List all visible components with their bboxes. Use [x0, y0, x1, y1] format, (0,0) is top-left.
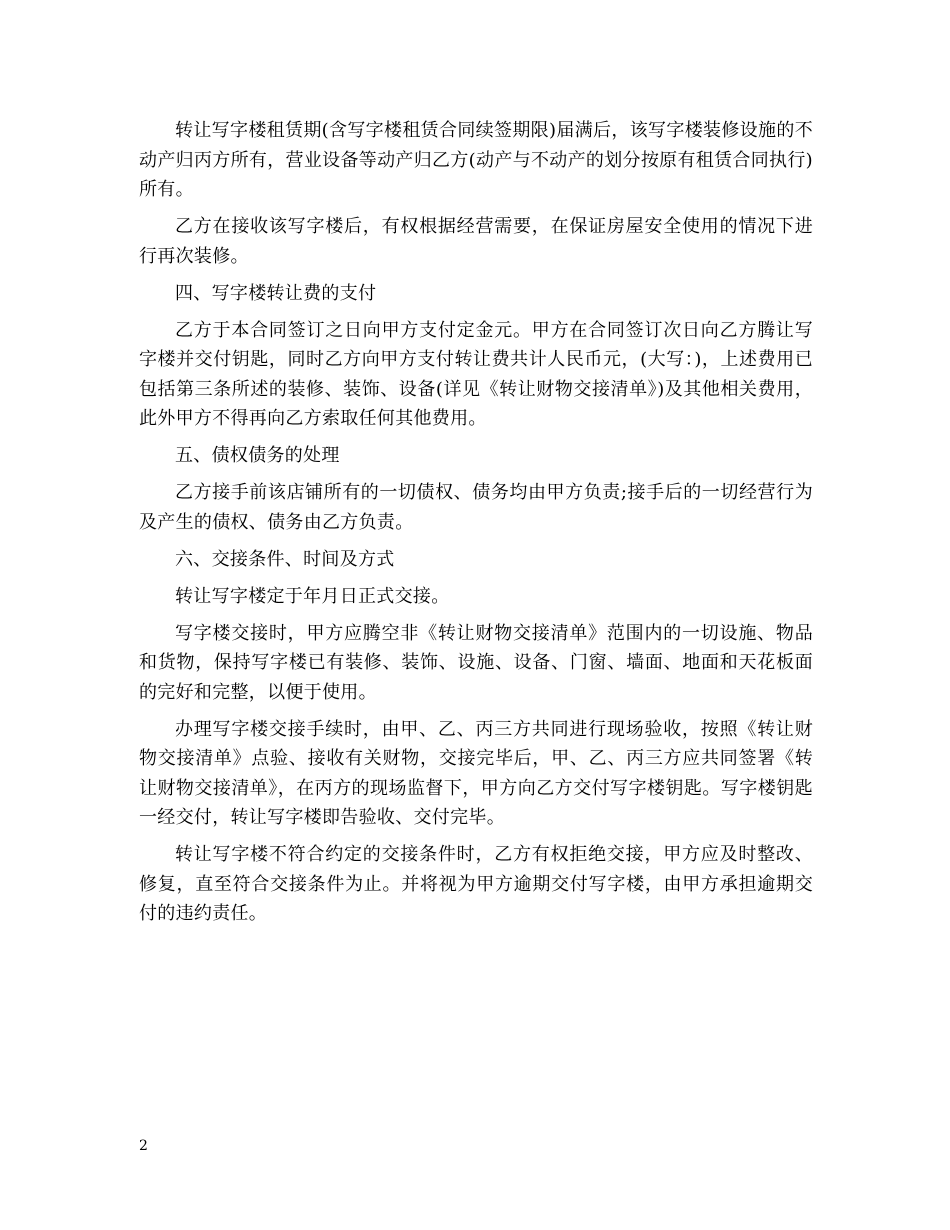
section-heading-payment: 四、写字楼转让费的支付: [175, 282, 377, 304]
paragraph-handover-procedure: 办理写字楼交接手续时，由甲、乙、丙三方共同进行现场验收，按照《转让财物交接清单》点验、接收有关财物，交接完毕后，甲、乙、丙三方应共同签署《转让财物交接清单》，在丙方的现场监督下，甲方向乙方交付写字楼钥匙。写字楼钥匙一经交付，转让写字楼即告验收、交付完毕。: [139, 718, 813, 828]
paragraph-payment: 乙方于本合同签订之日向甲方支付定金元。甲方在合同签订次日向乙方腾让写字楼并交付钥匙，同时乙方向甲方支付转让费共计人民币元，(大写：)，上述费用已包括第三条所述的装修、装饰、设备(详见《转让财物交接清单》)及其他相关费用，此外甲方不得再向乙方索取任何其他费用。: [139, 319, 813, 429]
section-heading-debts: 五、债权债务的处理: [175, 445, 340, 466]
paragraph-handover-condition: 写字楼交接时，甲方应腾空非《转让财物交接清单》范围内的一切设施、物品和货物，保持写字楼已有装修、装饰、设施、设备、门窗、墙面、地面和天花板面的完好和完整，以便于使用。: [139, 622, 813, 703]
paragraph-debts: 乙方接手前该店铺所有的一切债权、债务均由甲方负责;接手后的一切经营行为及产生的债权、债务由乙方负责。: [139, 482, 813, 533]
document-body: [139, 116, 813, 936]
paragraph-lease-expiry: 转让写字楼租赁期(含写字楼租赁合同续签期限)届满后，该写字楼装修设施的不动产归丙方所有，营业设备等动产归乙方(动产与不动产的划分按原有租赁合同执行)所有。: [139, 120, 813, 200]
paragraph-breach: 转让写字楼不符合约定的交接条件时，乙方有权拒绝交接，甲方应及时整改、修复，直至符合交接条件为止。并将视为甲方逾期交付写字楼，由甲方承担逾期交付的违约责任。: [139, 844, 813, 924]
page-number: 2: [139, 1138, 148, 1154]
paragraph-renovation: 乙方在接收该写字楼后，有权根据经营需要，在保证房屋安全使用的情况下进行再次装修。: [139, 216, 813, 267]
section-heading-handover: 六、交接条件、时间及方式: [175, 548, 395, 570]
paragraph-handover-date: 转让写字楼定于年月日正式交接。: [175, 585, 450, 607]
